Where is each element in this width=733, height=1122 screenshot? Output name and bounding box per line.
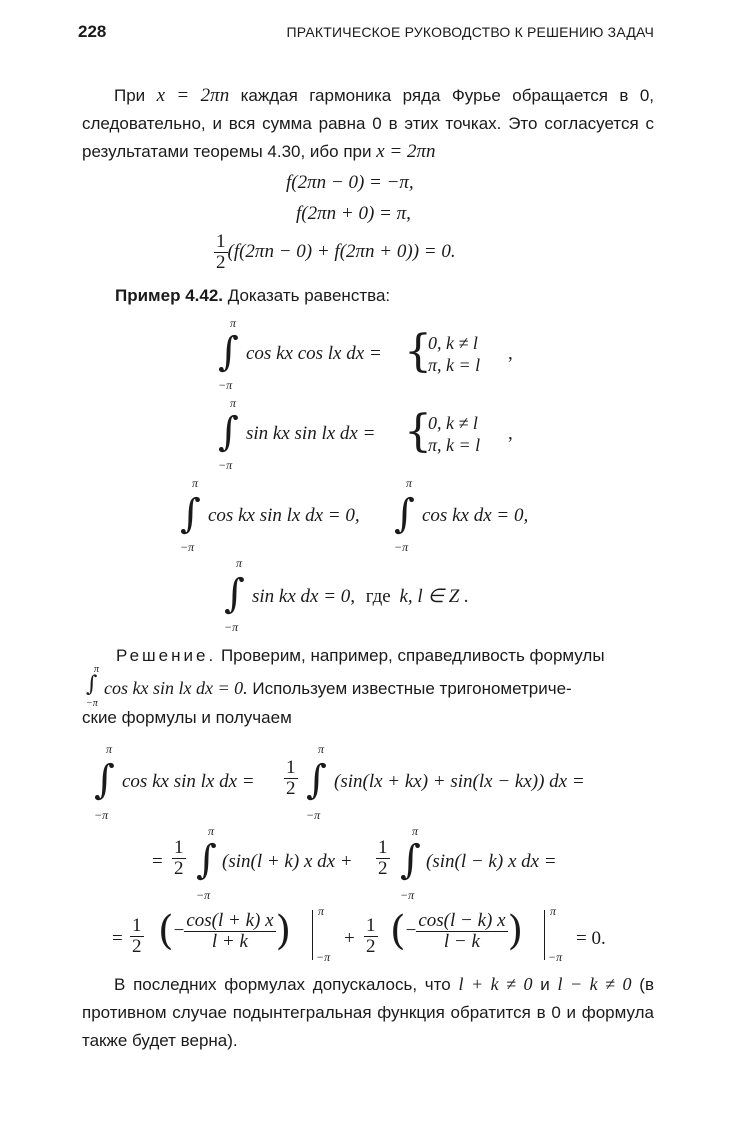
bracket-expression-2: (− $\frac{\cos(l - k) x}{l - k}$ ) <box>390 908 524 954</box>
solution-label: Решение. <box>116 646 217 665</box>
page-number: 228 <box>78 22 107 41</box>
integral-sign: π ∫ −π <box>306 742 327 822</box>
cases-sin-sin: 0, k ≠ l π, k = l <box>428 413 481 455</box>
cases-cos-cos: 0, k ≠ l π, k = l <box>428 333 481 375</box>
cases-brace: { <box>404 326 432 377</box>
derivation-part-1: (sin(l + k) x dx + <box>222 851 353 872</box>
comma: , <box>508 343 513 364</box>
intro-math-1: x = 2πn <box>156 85 230 106</box>
integral-sign: π ∫ −π <box>400 824 421 902</box>
fraction-cos-diff: $\frac{\cos(l - k) x}{l - k}$ <box>418 909 506 952</box>
integral-sign: π ∫ −π <box>94 742 115 822</box>
example-label: Пример 4.42. <box>115 286 224 305</box>
fraction-half: $\frac{1}{2}$ <box>366 915 376 957</box>
integral-sin-sin: sin kx sin lx dx = <box>246 423 376 444</box>
integral-sign: π ∫ −π <box>218 396 239 472</box>
plus-sign: + <box>344 928 355 949</box>
derivation-result: = 0. <box>576 928 606 949</box>
evaluation-bar <box>312 910 313 960</box>
derivation-rhs: (sin(lx + kx) + sin(lx − kx)) dx = <box>334 771 585 792</box>
inline-integral-sign: π ∫ −π <box>86 664 100 709</box>
integral-cos-cos: cos kx cos lx dx = <box>246 343 382 364</box>
integral-cos-sin: cos kx sin lx dx = 0, <box>208 505 360 526</box>
evaluation-limits: π −π <box>316 904 331 964</box>
evaluation-limits: π −π <box>548 904 563 964</box>
fraction-cos-sum: $\frac{\cos(l + k) x}{l + k}$ <box>186 909 274 952</box>
integral-sign: π ∫ −π <box>394 476 415 554</box>
solution-line-3: ские формулы и получаем <box>82 708 292 727</box>
evaluation-bar <box>544 910 545 960</box>
equals-sign: = <box>152 851 163 872</box>
intro-math-2: x = 2πn <box>376 141 436 162</box>
closing-math-2: l − k ≠ 0 <box>557 974 632 994</box>
fraction-half: $\frac{1}{2}$ <box>286 757 296 799</box>
fraction-half: $\frac{1}{2}$ <box>216 231 226 273</box>
integral-sign: π ∫ −π <box>218 316 239 392</box>
integral-sign: π ∫ −π <box>180 476 201 554</box>
integral-sign: π ∫ −π <box>196 824 217 902</box>
solution-line-2: cos kx sin lx dx = 0. Используем известные тригонометриче- <box>104 678 572 698</box>
example-heading <box>115 286 390 306</box>
fraction-half: $\frac{1}{2}$ <box>132 915 142 957</box>
page-header <box>78 22 654 46</box>
integral-sin: sin kx dx = 0, где k, l ∈ Z . <box>252 586 469 607</box>
example-text: Доказать равенства: <box>227 286 391 305</box>
equation-f-left-limit: f(2πn − 0) = −π, <box>286 172 414 193</box>
bracket-expression-1: (− $\frac{\cos(l + k) x}{l + k}$ ) <box>158 908 292 954</box>
equals-sign: = <box>112 928 123 949</box>
intro-paragraph: При x = 2πn каждая гармоника ряда Фурье обращается в 0, следовательно, и вся сумма равна 0 в этих точках. Это согласуется с результатами теоремы 4.30, ибо при x = 2πn <box>82 85 655 162</box>
fraction-half: $\frac{1}{2}$ <box>174 837 184 879</box>
derivation-part-2: (sin(l − k) x dx = <box>426 851 557 872</box>
equation-f-right-limit: f(2πn + 0) = π, <box>296 203 411 224</box>
integral-sign: π ∫ −π <box>224 556 245 634</box>
derivation-lhs: cos kx sin lx dx = <box>122 771 255 792</box>
fraction-half: $\frac{1}{2}$ <box>378 837 388 879</box>
integral-cos: cos kx dx = 0, <box>422 505 529 526</box>
solution-line-1: Решение. Проверим, например, справедливость формулы <box>116 646 605 665</box>
equation-average: $\frac{1}{2}$ (f(2πn − 0) + f(2πn + 0)) = 0. <box>216 231 456 273</box>
closing-paragraph: В последних формулах допускалось, что l + k ≠ 0 и l − k ≠ 0 (в противном случае подынтегральная функция обратится в 0 и формула также будет верна). <box>82 974 654 1050</box>
comma: , <box>508 423 513 444</box>
running-title: ПРАКТИЧЕСКОЕ РУКОВОДСТВО К РЕШЕНИЮ ЗАДАЧ <box>286 24 654 40</box>
closing-math-1: l + k ≠ 0 <box>458 974 533 994</box>
cases-brace: { <box>404 406 432 457</box>
